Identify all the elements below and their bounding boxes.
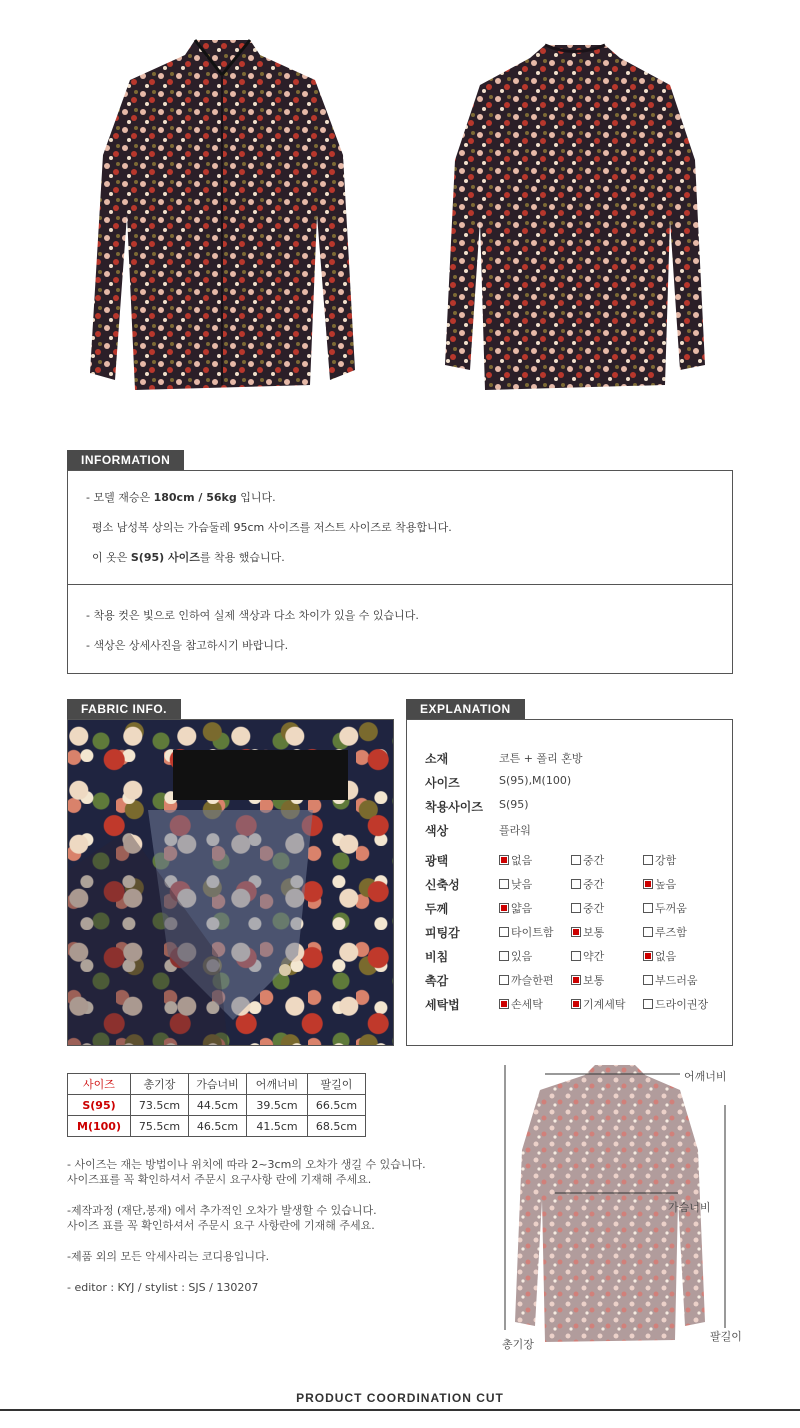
model-size-line: 평소 남성복 상의는 가슴둘레 95cm 사이즈를 저스트 사이즈로 착용합니다. [92, 521, 452, 534]
rating-option-label: 낮음 [511, 878, 533, 891]
chest-width-label: 가슴너비 [668, 1201, 711, 1214]
table-header: 사이즈 [68, 1074, 131, 1095]
rating-option [499, 924, 554, 940]
rating-option-label: 얇음 [511, 902, 533, 915]
rating-option [643, 972, 698, 988]
rating-label: 촉감 [425, 974, 449, 988]
rating-option [643, 900, 687, 916]
rating-option-label: 부드러움 [655, 974, 698, 987]
rating-option [571, 972, 604, 988]
rating-label: 신축성 [425, 878, 460, 892]
unchecked-box-icon [643, 855, 653, 865]
table-cell: 68.5cm [308, 1116, 366, 1137]
rating-option [571, 948, 604, 964]
table-row [68, 1095, 366, 1116]
rating-option-label: 드라이권장 [655, 998, 709, 1011]
table-cell: 39.5cm [247, 1095, 308, 1116]
unchecked-box-icon [643, 975, 653, 985]
rating-option [571, 852, 604, 868]
table-cell: 73.5cm [131, 1095, 189, 1116]
checked-box-icon [571, 975, 581, 985]
table-row [68, 1116, 366, 1137]
shoulder-width-label: 어깨너비 [684, 1070, 727, 1083]
table-header: 총기장 [131, 1074, 189, 1095]
size-note-1b: 사이즈표를 꼭 확인하셔서 주문시 요구사항 란에 기재해 주세요. [67, 1173, 372, 1186]
divider [68, 584, 732, 585]
rating-option-label: 약간 [583, 950, 605, 963]
rating-option [499, 876, 532, 892]
rating-option [643, 852, 676, 868]
rating-option [571, 924, 604, 940]
footer-title: PRODUCT COORDINATION CUT [296, 1391, 504, 1405]
table-cell: 41.5cm [247, 1116, 308, 1137]
rating-option-label: 손세탁 [511, 998, 543, 1011]
rating-option-label: 중간 [583, 878, 605, 891]
spec-value: 플라워 [499, 824, 531, 837]
unchecked-box-icon [499, 975, 509, 985]
table-header: 팔길이 [308, 1074, 366, 1095]
checked-box-icon [643, 879, 653, 889]
unchecked-box-icon [499, 879, 509, 889]
credits: - editor : KYJ / stylist : SJS / 130207 [67, 1281, 259, 1294]
rating-option-label: 보통 [583, 974, 605, 987]
checked-box-icon [571, 927, 581, 937]
accessory-note: -제품 외의 모든 악세사리는 코디용입니다. [67, 1250, 270, 1263]
size-note-1a: - 사이즈는 재는 방법이나 위치에 따라 2~3cm의 오차가 생길 수 있습니다. [67, 1158, 426, 1171]
footer-rule [0, 1409, 800, 1411]
rating-option [571, 996, 626, 1012]
table-cell: 44.5cm [189, 1095, 247, 1116]
rating-option [643, 924, 687, 940]
unchecked-box-icon [643, 999, 653, 1009]
rating-option-label: 높음 [655, 878, 677, 891]
information-box [67, 470, 733, 674]
checked-box-icon [571, 999, 581, 1009]
rating-option [643, 996, 708, 1012]
model-info-line: - 모델 재승은 180cm / 56kg 입니다. [86, 491, 276, 504]
spec-label: 색상 [425, 824, 449, 838]
rating-label: 광택 [425, 854, 449, 868]
checked-box-icon [499, 855, 509, 865]
spec-value: 코튼 + 폴리 혼방 [499, 752, 583, 765]
spec-value: S(95),M(100) [499, 774, 572, 787]
rating-option-label: 루즈함 [655, 926, 687, 939]
checked-box-icon [499, 999, 509, 1009]
total-length-label: 총기장 [502, 1338, 534, 1351]
table-header: 어깨너비 [247, 1074, 308, 1095]
table-header-row [68, 1074, 366, 1095]
rating-option-label: 중간 [583, 854, 605, 867]
rating-option [499, 996, 543, 1012]
rating-option-label: 타이트함 [511, 926, 554, 939]
table-cell: S(95) [68, 1095, 131, 1116]
rating-label: 두께 [425, 902, 449, 916]
rating-option-label: 강함 [655, 854, 677, 867]
explanation-tab: EXPLANATION [406, 699, 525, 719]
rating-option [571, 876, 604, 892]
rating-option-label: 두꺼움 [655, 902, 687, 915]
spec-label: 소재 [425, 752, 449, 766]
rating-option-label: 까슬한편 [511, 974, 554, 987]
rating-option [499, 948, 532, 964]
rating-option-label: 중간 [583, 902, 605, 915]
checked-box-icon [499, 903, 509, 913]
rating-option [571, 900, 604, 916]
shirt-front-photo [85, 35, 360, 395]
rating-option-label: 없음 [511, 854, 533, 867]
table-cell: 46.5cm [189, 1116, 247, 1137]
information-tab: INFORMATION [67, 450, 184, 470]
spec-label: 사이즈 [425, 776, 460, 790]
rating-option-label: 보통 [583, 926, 605, 939]
rating-option-label: 있음 [511, 950, 533, 963]
table-header: 가슴너비 [189, 1074, 247, 1095]
color-note-2: - 색상은 상세사진을 참고하시기 바랍니다. [86, 639, 289, 652]
sleeve-length-label: 팔길이 [710, 1330, 742, 1343]
rating-label: 세탁법 [425, 998, 460, 1012]
explanation-box [406, 719, 733, 1046]
rating-option [499, 852, 532, 868]
checked-box-icon [643, 951, 653, 961]
rating-option-label: 기계세탁 [583, 998, 626, 1011]
unchecked-box-icon [571, 903, 581, 913]
unchecked-box-icon [571, 879, 581, 889]
table-cell: 66.5cm [308, 1095, 366, 1116]
rating-option [643, 876, 676, 892]
unchecked-box-icon [643, 927, 653, 937]
unchecked-box-icon [571, 855, 581, 865]
rating-label: 피팅감 [425, 926, 460, 940]
rating-option [499, 900, 532, 916]
fabric-info-tab: FABRIC INFO. [67, 699, 181, 719]
table-cell: 75.5cm [131, 1116, 189, 1137]
unchecked-box-icon [499, 927, 509, 937]
size-table [67, 1073, 366, 1137]
size-note-2a: -제작과정 (재단,봉재) 에서 추가적인 오차가 발생할 수 있습니다. [67, 1204, 377, 1217]
measurement-diagram [500, 1060, 760, 1360]
table-cell: M(100) [68, 1116, 131, 1137]
shirt-back-photo [440, 40, 710, 395]
rating-label: 비침 [425, 950, 449, 964]
rating-option [499, 972, 554, 988]
unchecked-box-icon [499, 951, 509, 961]
rating-option-label: 없음 [655, 950, 677, 963]
worn-size-line: 이 옷은 S(95) 사이즈를 착용 했습니다. [92, 551, 285, 564]
unchecked-box-icon [643, 903, 653, 913]
rating-option [643, 948, 676, 964]
unchecked-box-icon [571, 951, 581, 961]
spec-label: 착용사이즈 [425, 800, 483, 814]
color-note-1: - 착용 컷은 빛으로 인하여 실제 색상과 다소 차이가 있을 수 있습니다. [86, 609, 419, 622]
fabric-closeup-photo [67, 719, 394, 1046]
size-note-2b: 사이즈 표를 꼭 확인하셔서 주문시 요구 사항란에 기재해 주세요. [67, 1219, 375, 1232]
spec-value: S(95) [499, 798, 529, 811]
